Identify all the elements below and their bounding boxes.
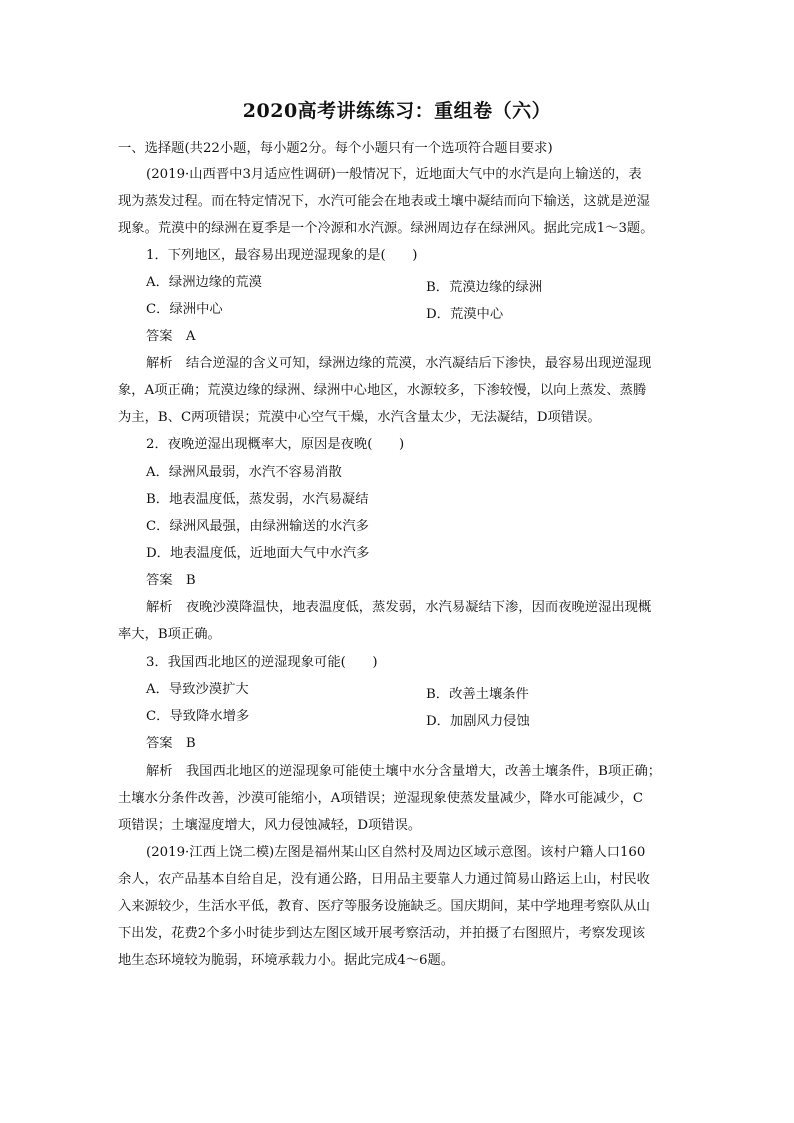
q1-option-a: A．绿洲边缘的荒漠 [146,275,262,290]
q2-option-b: B．地表温度低，蒸发弱，水汽易凝结 [146,492,369,507]
passage2-line: 地生态环境较为脆弱，环境承载力小。据此完成4～6题。 [118,953,455,968]
q1-analysis-line: 为主，B、C两项错误；荒漠中心空气干燥，水汽含量太少，无法凝结，D项错误。 [118,410,601,425]
q2-answer: 答案 B [146,573,196,588]
passage1-line: (2019·山西晋中3月适应性调研)一般情况下，近地面大气中的水汽是向上输送的，表 [146,167,642,182]
q1-option-b: B．荒漠边缘的绿洲 [426,280,543,295]
passage2-line: (2019·江西上饶二模)左图是福州某山区自然村及周边区域示意图。该村户籍人口160 [146,845,646,860]
q2-option-d: D．地表温度低，近地面大气中水汽多 [146,546,370,561]
q3-analysis-line: 解析 我国西北地区的逆湿现象可能使土壤中水分含量增大，改善土壤条件，B项正确； [146,764,662,779]
passage1-line: 现为蒸发过程。而在特定情况下，水汽可能会在地表或土壤中凝结而向下输送，这就是逆湿 [118,194,650,209]
page-title: 2020高考讲练练习：重组卷（六） [242,100,552,122]
passage2-line: 入来源较少，生活水平低，教育、医疗等服务设施缺乏。国庆期间，某中学地理考察队从山 [118,899,650,914]
section-header: 一、选择题(共22小题，每小题2分。每个小题只有一个选项符合题目要求) [118,141,553,156]
passage2-line: 下出发，花费2个多小时徒步到达左图区域开展考察活动，并拍摄了右图照片，考察发现该 [118,926,646,941]
q2-option-a: A．绿洲风最弱，水汽不容易消散 [146,465,342,480]
q3-analysis-line: 土壤水分条件改善，沙漠可能缩小，A项错误；逆湿现象使蒸发量减少，降水可能减少，C [118,791,644,806]
q2-option-c: C．绿洲风最强，由绿洲输送的水汽多 [146,519,369,534]
q1-option-d: D．荒漠中心 [426,307,504,322]
q2-analysis-line: 率大，B项正确。 [118,627,221,642]
q3-analysis-line: 项错误；土壤湿度增大，风力侵蚀减轻，D项错误。 [118,818,422,833]
q3-option-a: A．导致沙漠扩大 [146,682,249,697]
q3-option-c: C．导致降水增多 [146,709,250,724]
passage2-line: 余人，农产品基本自给自足，没有通公路，日用品主要靠人力通过简易山路运上山，村民收 [118,872,650,887]
q3-answer: 答案 B [146,736,196,751]
question-3-stem: 3．我国西北地区的逆湿现象可能( ) [146,655,378,670]
question-2-stem: 2．夜晚逆湿出现概率大，原因是夜晚( ) [146,437,405,452]
q3-option-b: B．改善土壤条件 [426,687,529,702]
q1-answer: 答案 A [146,329,196,344]
q2-analysis-line: 解析 夜晚沙漠降温快，地表温度低，蒸发弱，水汽易凝结下渗，因而夜晚逆湿出现概 [146,600,652,615]
q1-analysis-line: 象，A项正确；荒漠边缘的绿洲、绿洲中心地区，水源较多，下渗较慢，以向上蒸发、蒸腾 [118,383,647,398]
q1-option-c: C．绿洲中心 [146,302,223,317]
question-1-stem: 1．下列地区，最容易出现逆湿现象的是( ) [146,248,418,263]
passage1-line: 现象。荒漠中的绿洲在夏季是一个冷源和水汽源。绿洲周边存在绿洲风。据此完成1～3题。 [118,221,654,236]
q3-option-d: D．加剧风力侵蚀 [426,714,530,729]
q1-analysis-line: 解析 结合逆湿的含义可知，绿洲边缘的荒漠，水汽凝结后下渗快，最容易出现逆湿现 [146,356,652,371]
